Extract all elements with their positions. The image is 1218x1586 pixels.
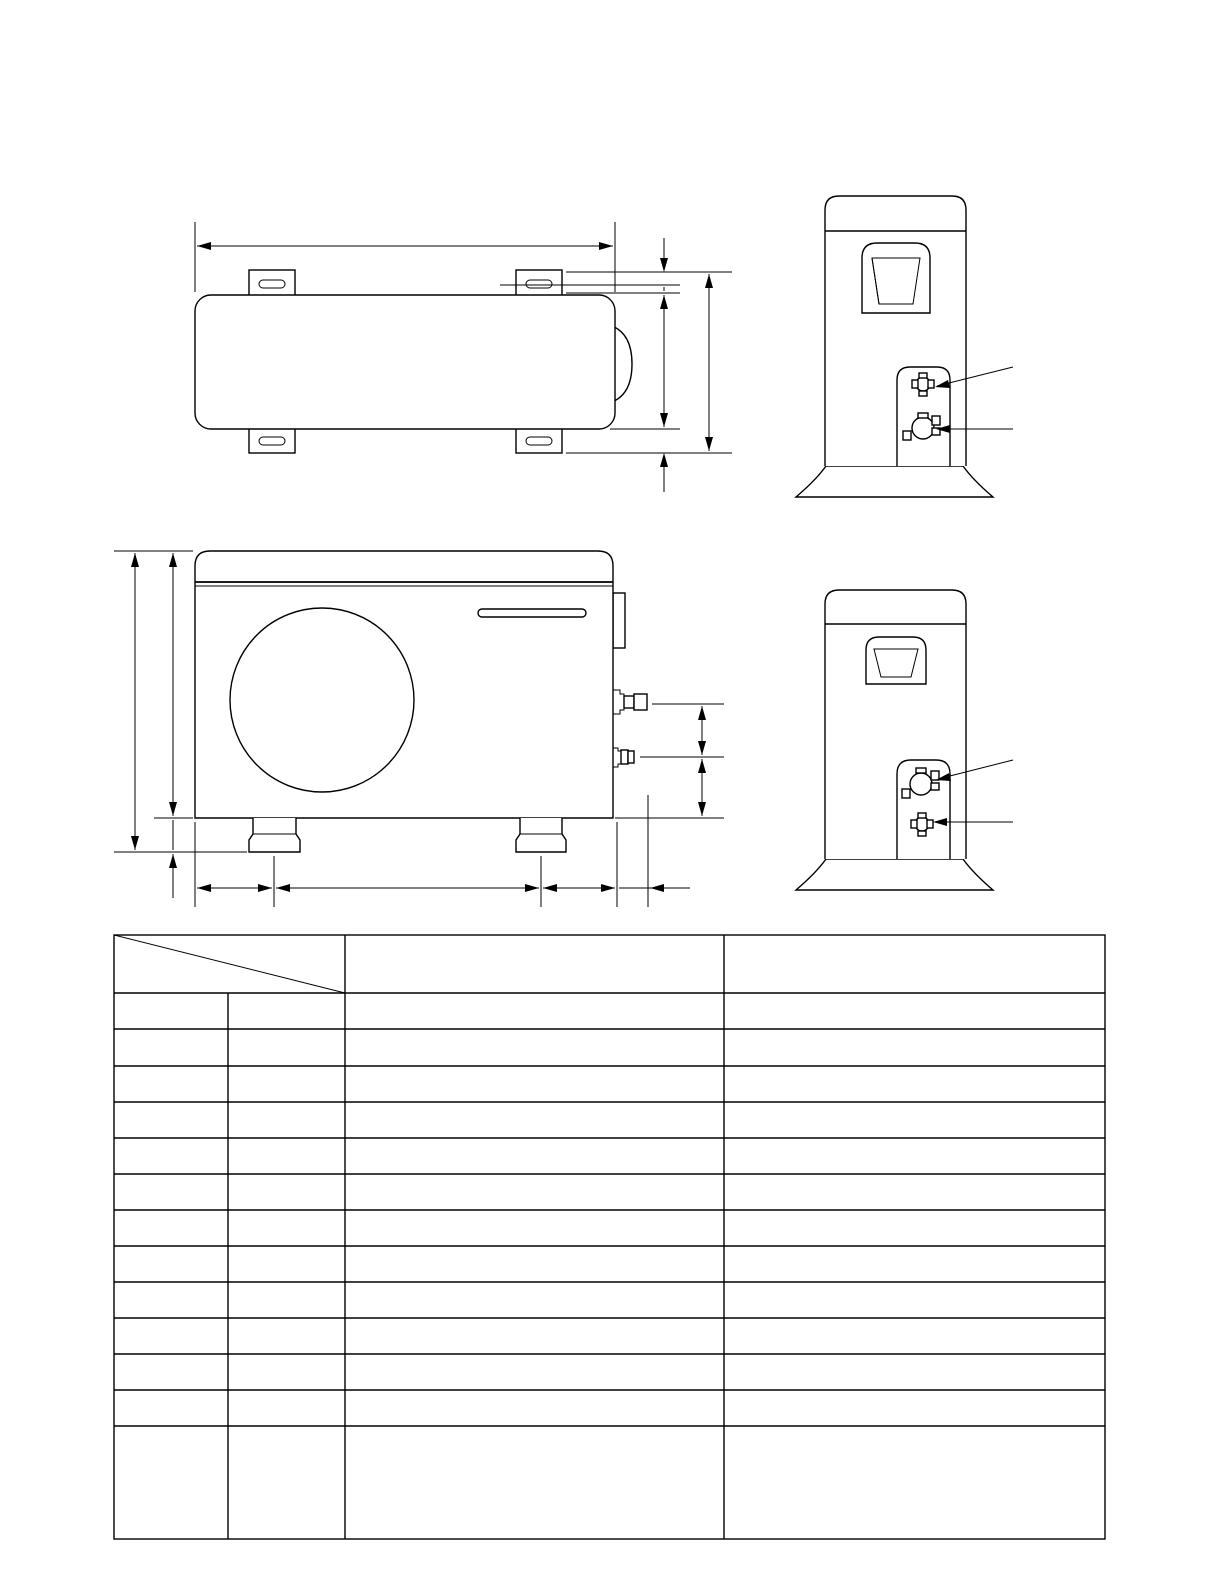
spec-table (114, 935, 1105, 1539)
foot-left (249, 818, 300, 852)
mounting-bracket-bottom-right (516, 428, 562, 453)
side-base-lower (796, 859, 993, 890)
side-view-lower (796, 590, 1013, 890)
service-valve-large-front (613, 690, 647, 714)
front-view (114, 551, 724, 907)
side-body-upper (825, 196, 966, 466)
mounting-bracket-top-left (249, 270, 295, 296)
mounting-bracket-bottom-left (249, 428, 295, 453)
foot-right (516, 818, 566, 852)
top-view (195, 222, 732, 492)
unit-body-front (195, 551, 613, 818)
service-valve-small-front (613, 748, 634, 767)
mounting-bracket-top-right (516, 270, 562, 296)
table-corner-diagonal (114, 935, 345, 993)
unit-body-top (195, 295, 615, 429)
electrical-box-front (613, 593, 625, 648)
side-view-upper (796, 196, 1013, 497)
side-base-upper (796, 466, 993, 497)
